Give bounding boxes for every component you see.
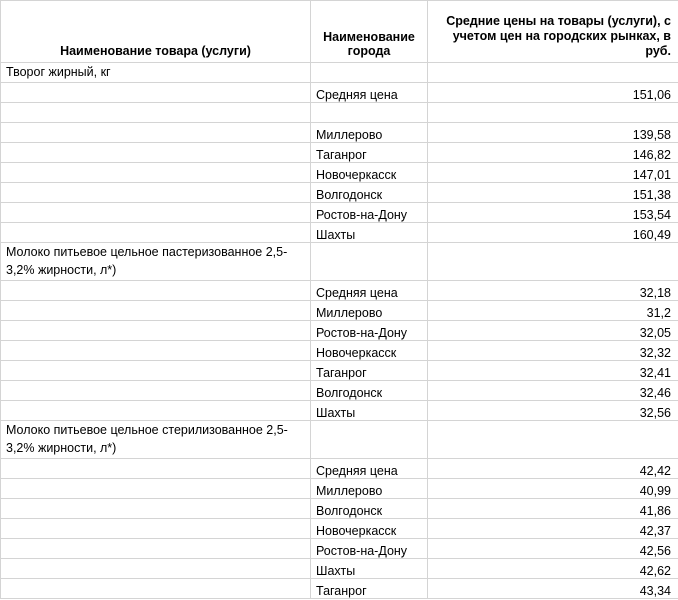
price-cell: 42,62 [428,559,678,579]
product-name: Молоко питьевое цельное стерилизованное 2,5-3,2% жирности, л*) [1,421,311,459]
city-cell: Новочеркасск [311,341,428,361]
price-cell: 32,46 [428,381,678,401]
empty-cell [1,539,311,559]
empty-cell [1,203,311,223]
empty-cell [1,499,311,519]
table-row [1,123,678,143]
city-cell: Средняя цена [311,83,428,103]
city-cell: Таганрог [311,143,428,163]
price-cell: 42,56 [428,539,678,559]
empty-cell [1,459,311,479]
table-body [1,63,678,599]
price-cell: 151,38 [428,183,678,203]
city-cell: Средняя цена [311,281,428,301]
empty-cell [428,421,678,459]
price-cell: 41,86 [428,499,678,519]
table-row [1,579,678,599]
table-row [1,459,678,479]
table-row [1,301,678,321]
table-row [1,163,678,183]
city-cell: Таганрог [311,361,428,381]
city-cell: Новочеркасск [311,163,428,183]
price-cell: 42,42 [428,459,678,479]
city-cell: Миллерово [311,301,428,321]
city-cell: Волгодонск [311,499,428,519]
table-row [1,559,678,579]
empty-cell [1,163,311,183]
empty-cell [1,519,311,539]
table-row [1,341,678,361]
price-cell: 42,37 [428,519,678,539]
empty-cell [1,123,311,143]
price-cell: 43,34 [428,579,678,599]
city-cell: Шахты [311,401,428,421]
empty-cell [1,301,311,321]
empty-cell [1,83,311,103]
price-cell: 151,06 [428,83,678,103]
price-cell: 153,54 [428,203,678,223]
price-cell: 139,58 [428,123,678,143]
table-row [1,361,678,381]
price-cell: 40,99 [428,479,678,499]
table-row [1,539,678,559]
city-cell: Шахты [311,559,428,579]
price-cell: 32,41 [428,361,678,381]
price-cell: 32,56 [428,401,678,421]
table-row [1,321,678,341]
empty-cell [311,421,428,459]
header-city: Наименование города [311,1,428,63]
price-cell [428,103,678,123]
empty-cell [1,321,311,341]
empty-cell [1,401,311,421]
empty-cell [1,223,311,243]
empty-cell [1,579,311,599]
price-cell: 32,18 [428,281,678,301]
city-cell: Шахты [311,223,428,243]
city-cell: Новочеркасск [311,519,428,539]
empty-cell [428,63,678,83]
city-cell: Волгодонск [311,183,428,203]
product-row [1,63,678,83]
empty-cell [311,63,428,83]
table-row [1,143,678,163]
table-row [1,103,678,123]
price-cell: 147,01 [428,163,678,183]
empty-cell [1,281,311,301]
price-cell: 146,82 [428,143,678,163]
empty-cell [1,103,311,123]
header-row [1,1,678,63]
table-row [1,479,678,499]
city-cell: Ростов-на-Дону [311,539,428,559]
empty-cell [1,361,311,381]
city-cell: Миллерово [311,123,428,143]
table-row [1,223,678,243]
table-row [1,381,678,401]
price-cell: 160,49 [428,223,678,243]
empty-cell [1,381,311,401]
table-row [1,499,678,519]
price-cell: 31,2 [428,301,678,321]
empty-cell [1,559,311,579]
table-row [1,203,678,223]
empty-cell [1,479,311,499]
table-row [1,183,678,203]
city-cell: Волгодонск [311,381,428,401]
city-cell [311,103,428,123]
empty-cell [1,143,311,163]
product-row [1,421,678,459]
table-row [1,519,678,539]
city-cell: Ростов-на-Дону [311,321,428,341]
city-cell: Ростов-на-Дону [311,203,428,223]
header-price: Средние цены на товары (услуги), с учетом цен на городских рынках, в руб. [428,1,678,63]
city-cell: Миллерово [311,479,428,499]
table-row [1,401,678,421]
empty-cell [428,243,678,281]
table-row [1,281,678,301]
city-cell: Таганрог [311,579,428,599]
empty-cell [1,183,311,203]
price-cell: 32,05 [428,321,678,341]
product-name: Молоко питьевое цельное пастеризованное 2,5-3,2% жирности, л*) [1,243,311,281]
city-cell: Средняя цена [311,459,428,479]
table-row [1,83,678,103]
empty-cell [1,341,311,361]
empty-cell [311,243,428,281]
header-product: Наименование товара (услуги) [1,1,311,63]
price-cell: 32,32 [428,341,678,361]
product-row [1,243,678,281]
product-name: Творог жирный, кг [1,63,311,83]
